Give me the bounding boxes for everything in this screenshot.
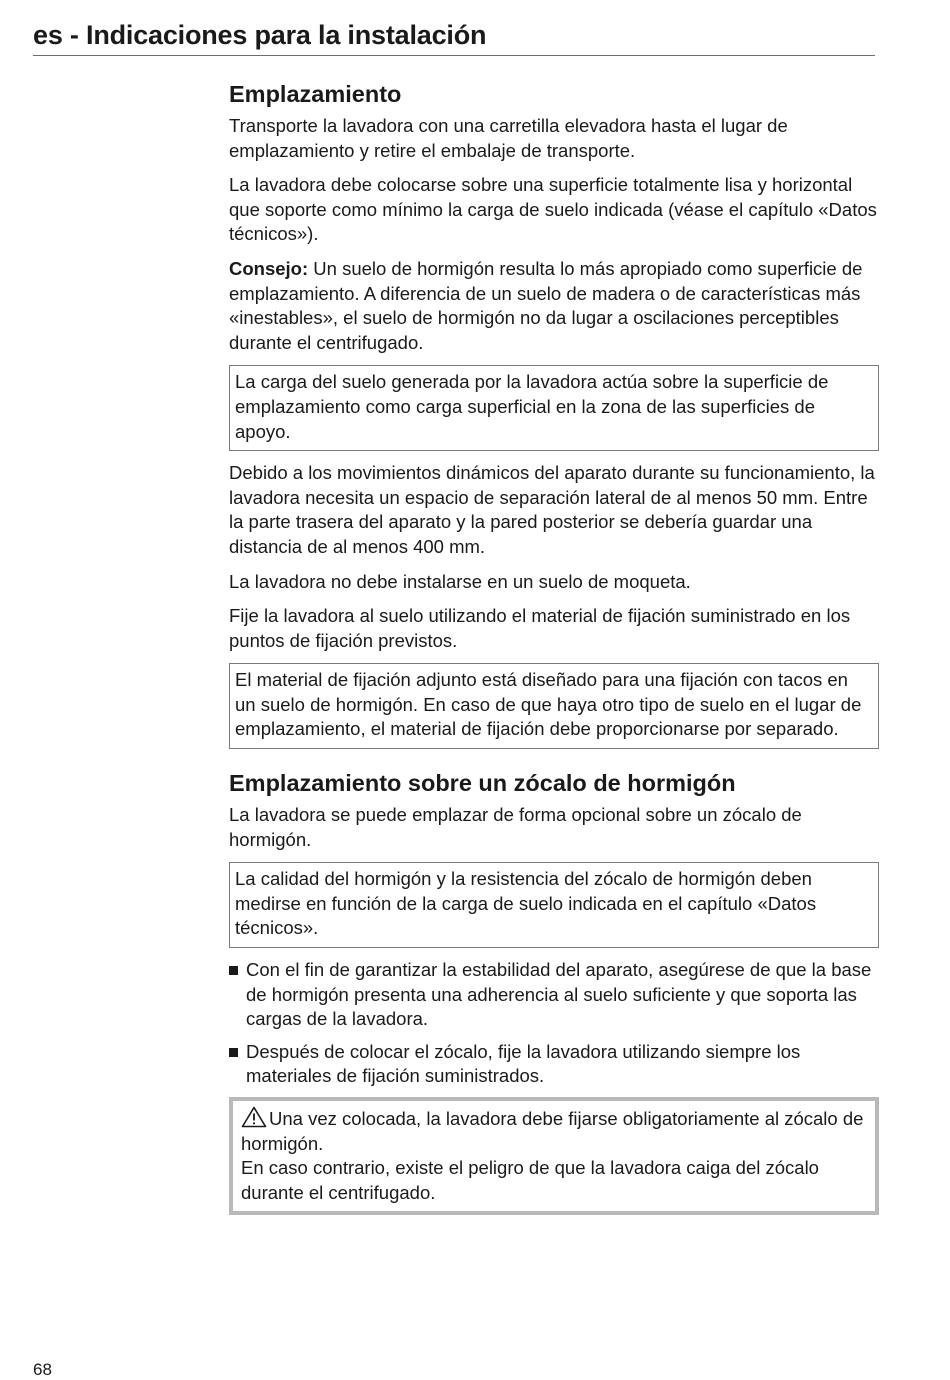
note-box bbox=[229, 365, 879, 451]
page-header bbox=[33, 20, 875, 56]
bullet-square-icon bbox=[229, 1048, 238, 1057]
list-item bbox=[229, 1040, 879, 1089]
list-item bbox=[229, 958, 879, 1032]
paragraph: Transporte la lavadora con una carretilla elevadora hasta el lugar de emplazamiento y retire el embalaje de transporte. bbox=[229, 115, 788, 161]
note-text: La carga del suelo generada por la lavadora actúa sobre la superficie de emplazamiento como carga superficial en la zona de las superficies de apoyo. bbox=[235, 371, 829, 442]
warning-box bbox=[229, 1097, 879, 1215]
paragraph: Debido a los movimientos dinámicos del aparato durante su funcionamiento, la lavadora necesita un espacio de separación lateral de al menos 50 mm. Entre la parte trasera del aparato y la pared posterior se debería guardar una distancia de al menos 400 mm. bbox=[229, 462, 875, 557]
paragraph: La lavadora no debe instalarse en un suelo de moqueta. bbox=[229, 570, 691, 592]
tip-text: Un suelo de hormigón resulta lo más apropiado como superficie de emplazamiento. A diferencia de un suelo de madera o de características más «inestables», el suelo de hormigón no da lugar a oscilaciones perceptibles durante el centrifugado. bbox=[229, 257, 863, 353]
paragraph: La lavadora debe colocarse sobre una superficie totalmente lisa y horizontal que soporte como mínimo la carga de suelo indicada (véase el capítulo «Datos técnicos»). bbox=[229, 174, 877, 245]
warning-text: Una vez colocada, la lavadora debe fijarse obligatoriamente al zócalo de hormigón. bbox=[241, 1108, 864, 1154]
warning-text: En caso contrario, existe el peligro de que la lavadora caiga del zócalo durante el centrifugado. bbox=[241, 1157, 819, 1203]
tip-paragraph bbox=[229, 257, 879, 355]
section-heading-emplazamiento: Emplazamiento bbox=[229, 81, 402, 107]
note-text: El material de fijación adjunto está diseñado para una fijación con tacos en un suelo de hormigón. En caso de que haya otro tipo de suelo en el lugar de emplazamiento, el material de fijación debe proporcionarse por separado. bbox=[235, 669, 862, 740]
bullet-square-icon bbox=[229, 966, 238, 975]
warning-triangle-icon bbox=[241, 1106, 267, 1128]
paragraph: Fije la lavadora al suelo utilizando el material de fijación suministrado en los puntos de fijación previstos. bbox=[229, 605, 851, 651]
note-text: La calidad del hormigón y la resistencia del zócalo de hormigón deben medirse en función de la carga de suelo indicada en el capítulo «Datos técnicos». bbox=[235, 868, 817, 939]
note-box bbox=[229, 862, 879, 948]
bullet-list bbox=[229, 958, 879, 1089]
list-item-text: Con el fin de garantizar la estabilidad del aparato, asegúrese de que la base de hormigón presenta una adherencia al suelo suficiente y que soporta las cargas de la lavadora. bbox=[246, 959, 872, 1030]
section-heading-zocalo: Emplazamiento sobre un zócalo de hormigón bbox=[229, 770, 736, 797]
main-content bbox=[229, 78, 879, 1215]
note-box bbox=[229, 663, 879, 749]
warning-line bbox=[241, 1106, 867, 1156]
tip-label: Consejo: bbox=[229, 257, 309, 279]
paragraph: La lavadora se puede emplazar de forma opcional sobre un zócalo de hormigón. bbox=[229, 804, 802, 850]
list-item-text: Después de colocar el zócalo, fije la lavadora utilizando siempre los materiales de fijación suministrados. bbox=[246, 1040, 801, 1087]
page-number: 68 bbox=[33, 1360, 52, 1379]
page-title: es - Indicaciones para la instalación bbox=[33, 20, 487, 50]
